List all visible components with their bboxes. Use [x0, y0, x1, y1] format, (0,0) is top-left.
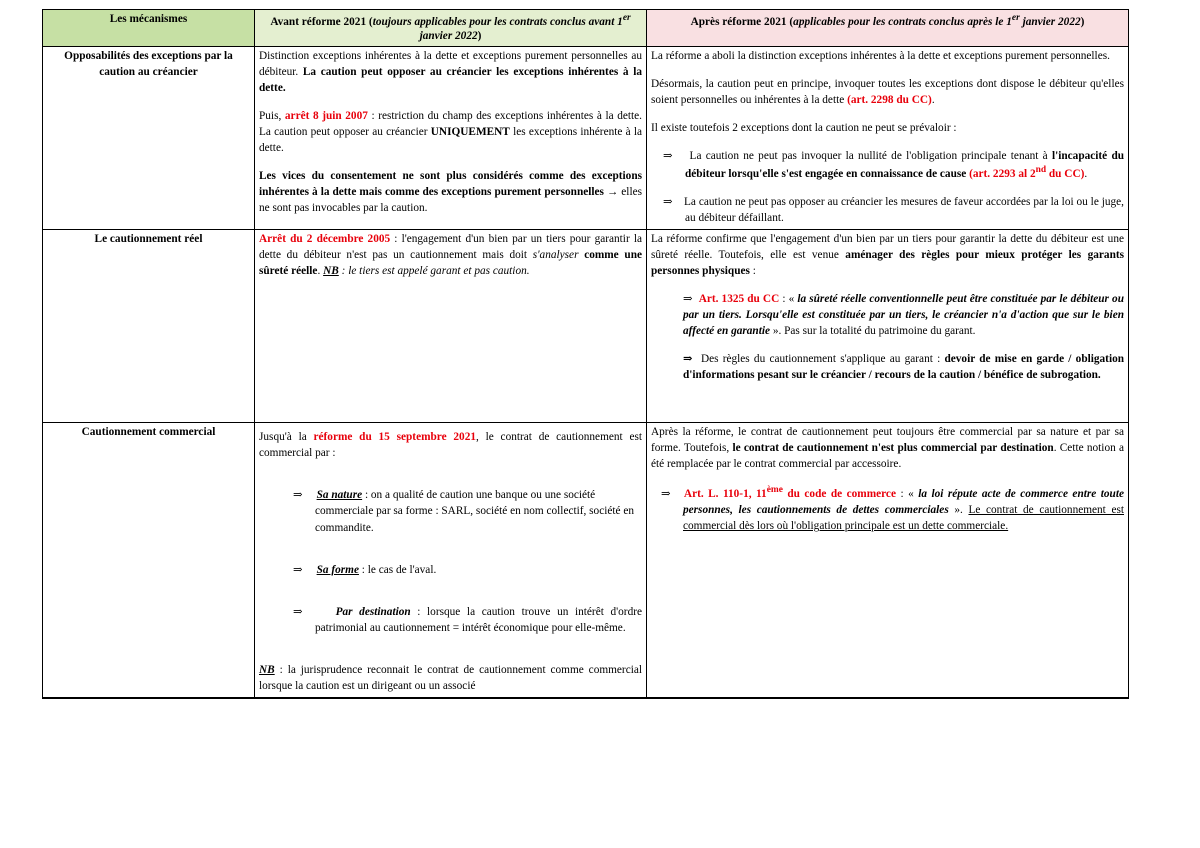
double-arrow-icon: ⇒: [293, 605, 303, 618]
cell-avant-opposabilite: Distinction exceptions inhérentes à la dette et exceptions purement personnelles au débiteur. La caution peut opposer au créancier les exceptions inhérentes à la dette. Puis, arrêt 8 juin 2007 : restriction du champ des exceptions inhérentes à la dette. La caution peut opposer au créancier UNIQUEMENT les exceptions inhérente à la dette. Les vices du consentement ne sont plus considérés comme des exceptions inhérentes à la dette mais comme des exceptions purement personnelles → elles ne sont pas invocables par la caution.: [255, 47, 647, 230]
cell-apres-cautionnement-reel: La réforme confirme que l'engagement d'un bien par un tiers pour garantir la dette du débiteur est une sûreté réelle. Toutefois, elle est venue aménager des règles pour mieux protéger les garants personnes physiques : ⇒ Art. 1325 du CC : « la sûreté réelle conventionnelle peut être constituée par le débiteur ou par un tiers. Lorsqu'elle est constituée par un tiers, le créancier n'a d'action que sur le bien affecté en garantie ». Pas sur la totalité du patrimoine du garant. ⇒ Des règles du cautionnement s'applique au garant : devoir de mise en garde / obligation d'informations pesant sur le créancier / recours de la caution / bénéfice de subrogation.: [647, 230, 1129, 423]
row-label-cautionnement-commercial: Cautionnement commercial: [43, 423, 255, 698]
cell-apres-opposabilite: La réforme a aboli la distinction exceptions inhérentes à la dette et exceptions purement personnelles. Désormais, la caution peut en principe, invoquer toutes les exceptions dont dispose le débiteur qu'elles soient personnelles ou inhérentes à la dette (art. 2298 du CC). Il existe toutefois 2 exceptions dont la caution ne peut se prévaloir : ⇒ La caution ne peut pas invoquer la nullité de l'obligation principale tenant à l'incapacité du débiteur lorsqu'elle s'est engagée en connaissance de cause (art. 2293 al 2nd du CC). ⇒ La caution ne peut pas opposer au créancier les mesures de faveur accordées par la loi ou le juge, au débiteur défaillant.: [647, 47, 1129, 230]
cell-avant-cautionnement-reel: Arrêt du 2 décembre 2005 : l'engagement d'un bien par un tiers pour garantir la dette du débiteur n'est pas un cautionnement mais doit s'analyser comme une sûreté réelle. NB : le tiers est appelé garant et pas caution.: [255, 230, 647, 423]
double-arrow-icon: ⇒: [683, 293, 693, 306]
table-header-row: [43, 10, 1129, 47]
row-cautionnement-reel: [43, 230, 1129, 423]
double-arrow-icon: ⇒: [293, 563, 303, 576]
double-arrow-icon: ⇒: [663, 150, 673, 163]
cell-apres-cautionnement-commercial: Après la réforme, le contrat de cautionnement peut toujours être commercial par sa nature et par sa forme. Toutefois, le contrat de cautionnement n'est plus commercial par destination. Cette notion a été remplacée par le contrat commercial par accessoire. ⇒ Art. L. 110-1, 11ème du code de commerce : « la loi répute acte de commerce entre toute personnes, les cautionnements de dettes commerciales ». Le contrat de cautionnement est commercial dès lors où l'obligation principale est un dette commerciale.: [647, 423, 1129, 698]
cell-avant-cautionnement-commercial: Jusqu'à la réforme du 15 septembre 2021, le contrat de cautionnement est commercial par : ⇒ Sa nature : on a qualité de caution une banque ou une société commerciale par sa forme : SARL, société en nom collectif, société en commandite. ⇒ Sa forme : le cas de l'aval. ⇒ Par destination : lorsque la caution trouve un intérêt d'ordre patrimonial au cautionnement = intérêt économique pour elle-même. NB : la jurisprudence reconnait le contrat de cautionnement comme commercial lorsque la caution est un dirigeant ou un associé: [255, 423, 647, 698]
double-arrow-icon: ⇒: [293, 489, 303, 502]
double-arrow-icon: ⇒: [661, 488, 671, 501]
header-apres-reforme: Après réforme 2021 (applicables pour les contrats conclus après le 1er janvier 2022): [647, 10, 1129, 47]
header-mecanismes: Les mécanismes: [43, 10, 255, 47]
double-arrow-icon: ⇒: [683, 353, 693, 366]
double-arrow-icon: ⇒: [663, 196, 673, 209]
reform-comparison-table: [42, 9, 1129, 699]
header-avant-reforme: Avant réforme 2021 (toujours applicables pour les contrats conclus avant 1er janvier 2022): [255, 10, 647, 47]
row-cautionnement-commercial: [43, 423, 1129, 698]
row-opposabilite: [43, 47, 1129, 230]
row-label-opposabilite: Opposabilités des exceptions par la caution au créancier: [43, 47, 255, 230]
row-label-cautionnement-reel: Le cautionnement réel: [43, 230, 255, 423]
right-arrow-icon: →: [603, 186, 622, 199]
